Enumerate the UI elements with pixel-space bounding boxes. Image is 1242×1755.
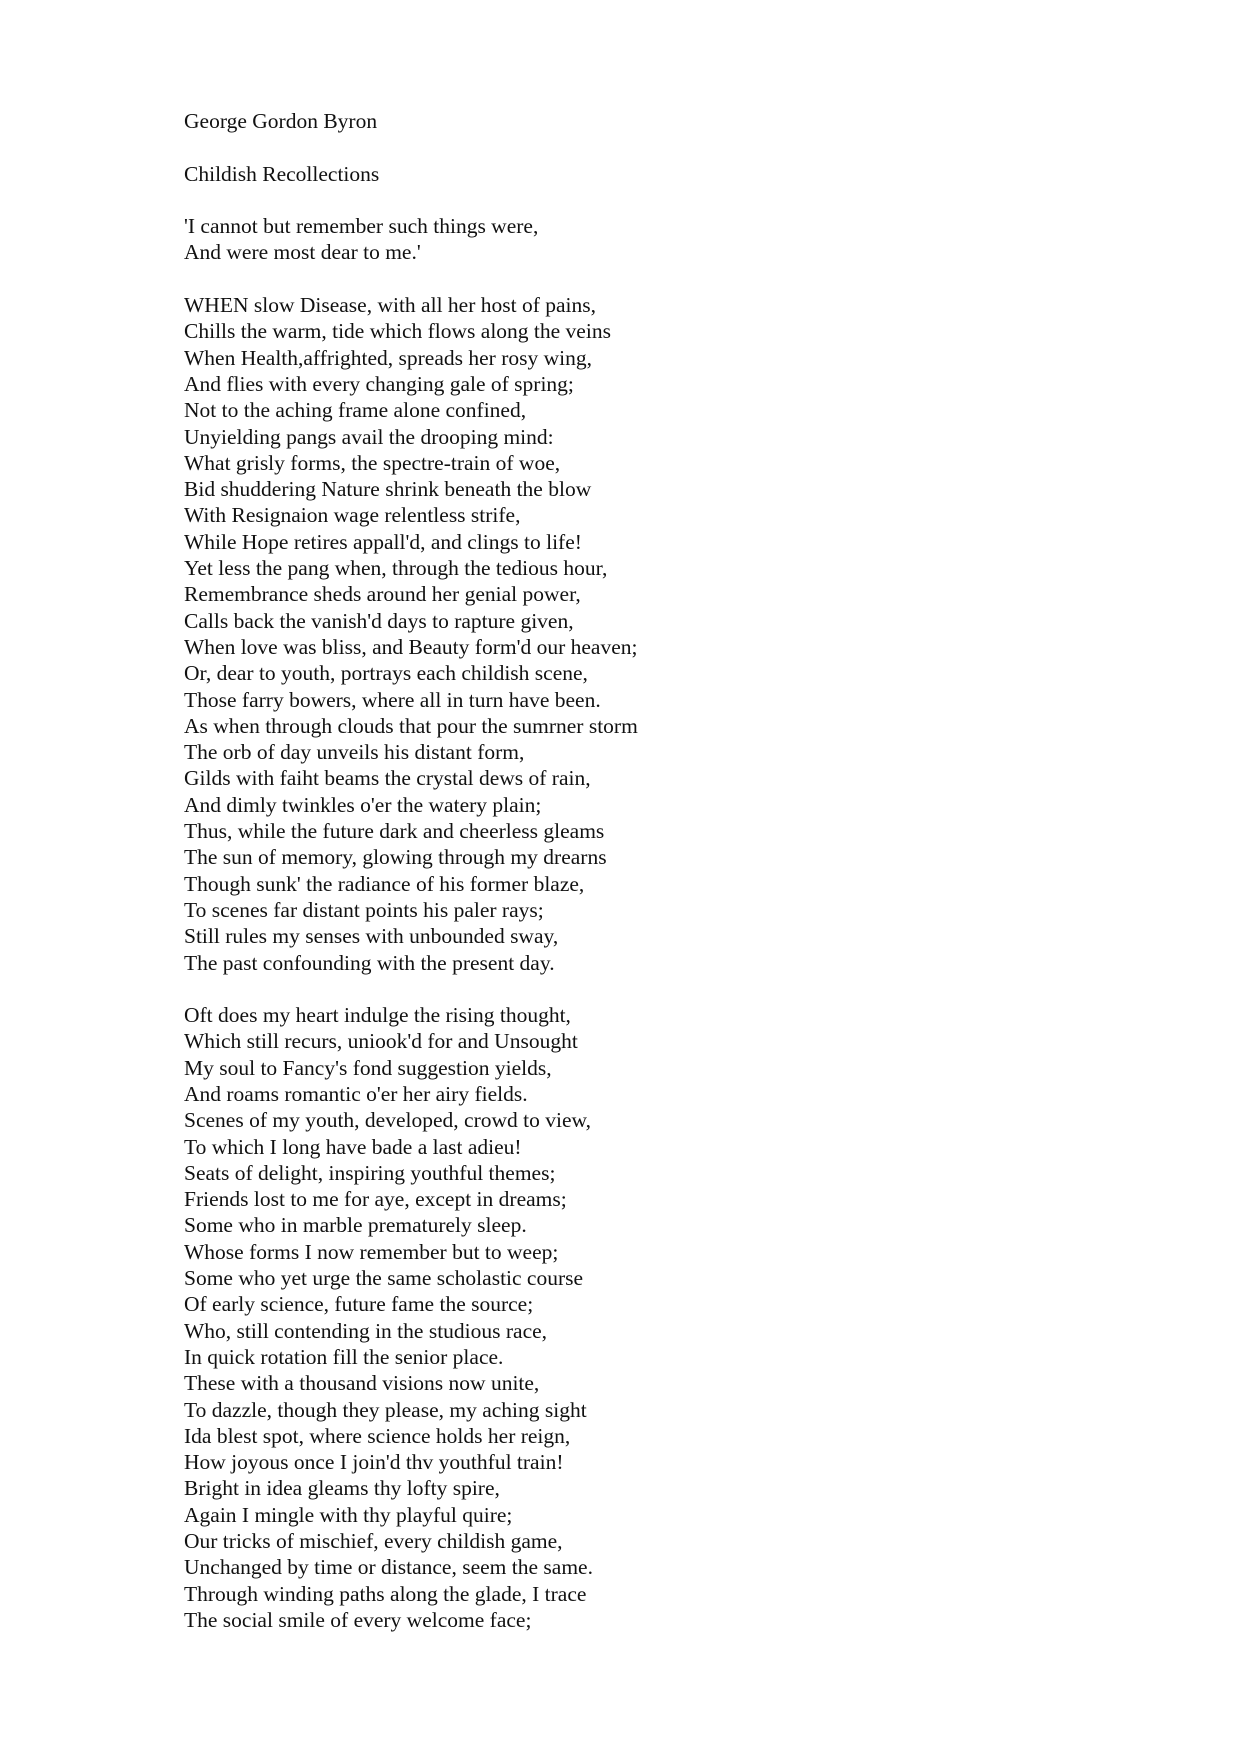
poem-line: Those farry bowers, where all in turn have been. [184,687,601,712]
poem-line: Not to the aching frame alone confined, [184,398,527,423]
stanza-break [184,976,1084,1002]
poem-line: Thus, while the future dark and cheerless gleams [184,819,605,844]
poem-line: Scenes of my youth, developed, crowd to view, [184,1108,592,1133]
poem-line: When love was bliss, and Beauty form'd our heaven; [184,634,638,659]
poem-line: Who, still contending in the studious race, [184,1318,548,1343]
poem-line: Which still recurs, uniook'd for and Unsought [184,1029,578,1054]
poem-line: When Health,affrighted, spreads her rosy wing, [184,345,592,370]
poem-line: The past confounding with the present day. [184,950,555,975]
poem-title: Childish Recollections [184,161,380,186]
poem-line: Yet less the pang when, through the tedious hour, [184,556,608,581]
poem-line: Bid shuddering Nature shrink beneath the blow [184,477,592,502]
poem-line: Through winding paths along the glade, I trace [184,1581,587,1606]
poem-line: And roams romantic o'er her airy fields. [184,1081,528,1106]
epigraph-line: And were most dear to me.' [184,240,421,265]
poem-line: My soul to Fancy's fond suggestion yields, [184,1055,552,1080]
spacer [184,187,1084,213]
poem-line: While Hope retires appall'd, and clings to life! [184,529,582,554]
poem-line: These with a thousand visions now unite, [184,1371,540,1396]
poem-line: Seats of delight, inspiring youthful themes; [184,1160,556,1185]
spacer [184,266,1084,292]
poem-line: Unchanged by time or distance, seem the same. [184,1555,593,1580]
poem-line: As when through clouds that pour the sumrner storm [184,713,638,738]
poem-line: Or, dear to youth, portrays each childish scene, [184,661,588,686]
poem-line: The sun of memory, glowing through my drearns [184,845,607,870]
poem-line: Whose forms I now remember but to weep; [184,1239,559,1264]
poem-line: And flies with every changing gale of spring; [184,371,574,396]
poem-line: With Resignaion wage relentless strife, [184,503,521,528]
poem-line: What grisly forms, the spectre-train of woe, [184,450,561,475]
epigraph-line: 'I cannot but remember such things were, [184,214,539,239]
poem-line: Calls back the vanish'd days to rapture given, [184,608,574,633]
poem-stanzas [184,292,1084,1633]
poem-line: Bright in idea gleams thy lofty spire, [184,1476,500,1501]
author-name: George Gordon Byron [184,109,378,133]
poem-line: WHEN slow Disease, with all her host of pains, [184,293,597,318]
poem-line: Ida blest spot, where science holds her reign, [184,1423,571,1448]
poem-line: Though sunk' the radiance of his former blaze, [184,871,585,896]
poem-line: Still rules my senses with unbounded sway, [184,924,559,949]
poem-line: And dimly twinkles o'er the watery plain; [184,792,542,817]
poem-line: The orb of day unveils his distant form, [184,740,525,765]
poem-line: To dazzle, though they please, my aching sight [184,1397,587,1422]
poem-line: How joyous once I join'd thv youthful train! [184,1450,564,1475]
poem-line: Unyielding pangs avail the drooping mind: [184,424,554,449]
poem-line: Friends lost to me for aye, except in dreams; [184,1187,567,1212]
poem-line: Remembrance sheds around her genial power, [184,582,581,607]
poem-line: Of early science, future fame the source; [184,1292,534,1317]
stanza [184,292,1084,976]
poem-line: To scenes far distant points his paler rays; [184,897,544,922]
stanza [184,1002,1084,1633]
poem-line: In quick rotation fill the senior place. [184,1344,504,1369]
poem-line: Gilds with faiht beams the crystal dews of rain, [184,766,591,791]
document-body [184,108,1084,1633]
poem-line: To which I long have bade a last adieu! [184,1134,522,1159]
poem-line: Again I mingle with thy playful quire; [184,1502,513,1527]
poem-line: Oft does my heart indulge the rising thought, [184,1003,571,1028]
poem-line: The social smile of every welcome face; [184,1607,532,1632]
poem-line: Some who in marble prematurely sleep. [184,1213,527,1238]
poem-line: Chills the warm, tide which flows along the veins [184,319,611,344]
epigraph [184,213,1084,266]
poem-line: Our tricks of mischief, every childish game, [184,1529,563,1554]
poem-line: Some who yet urge the same scholastic course [184,1266,584,1291]
spacer [184,134,1084,160]
